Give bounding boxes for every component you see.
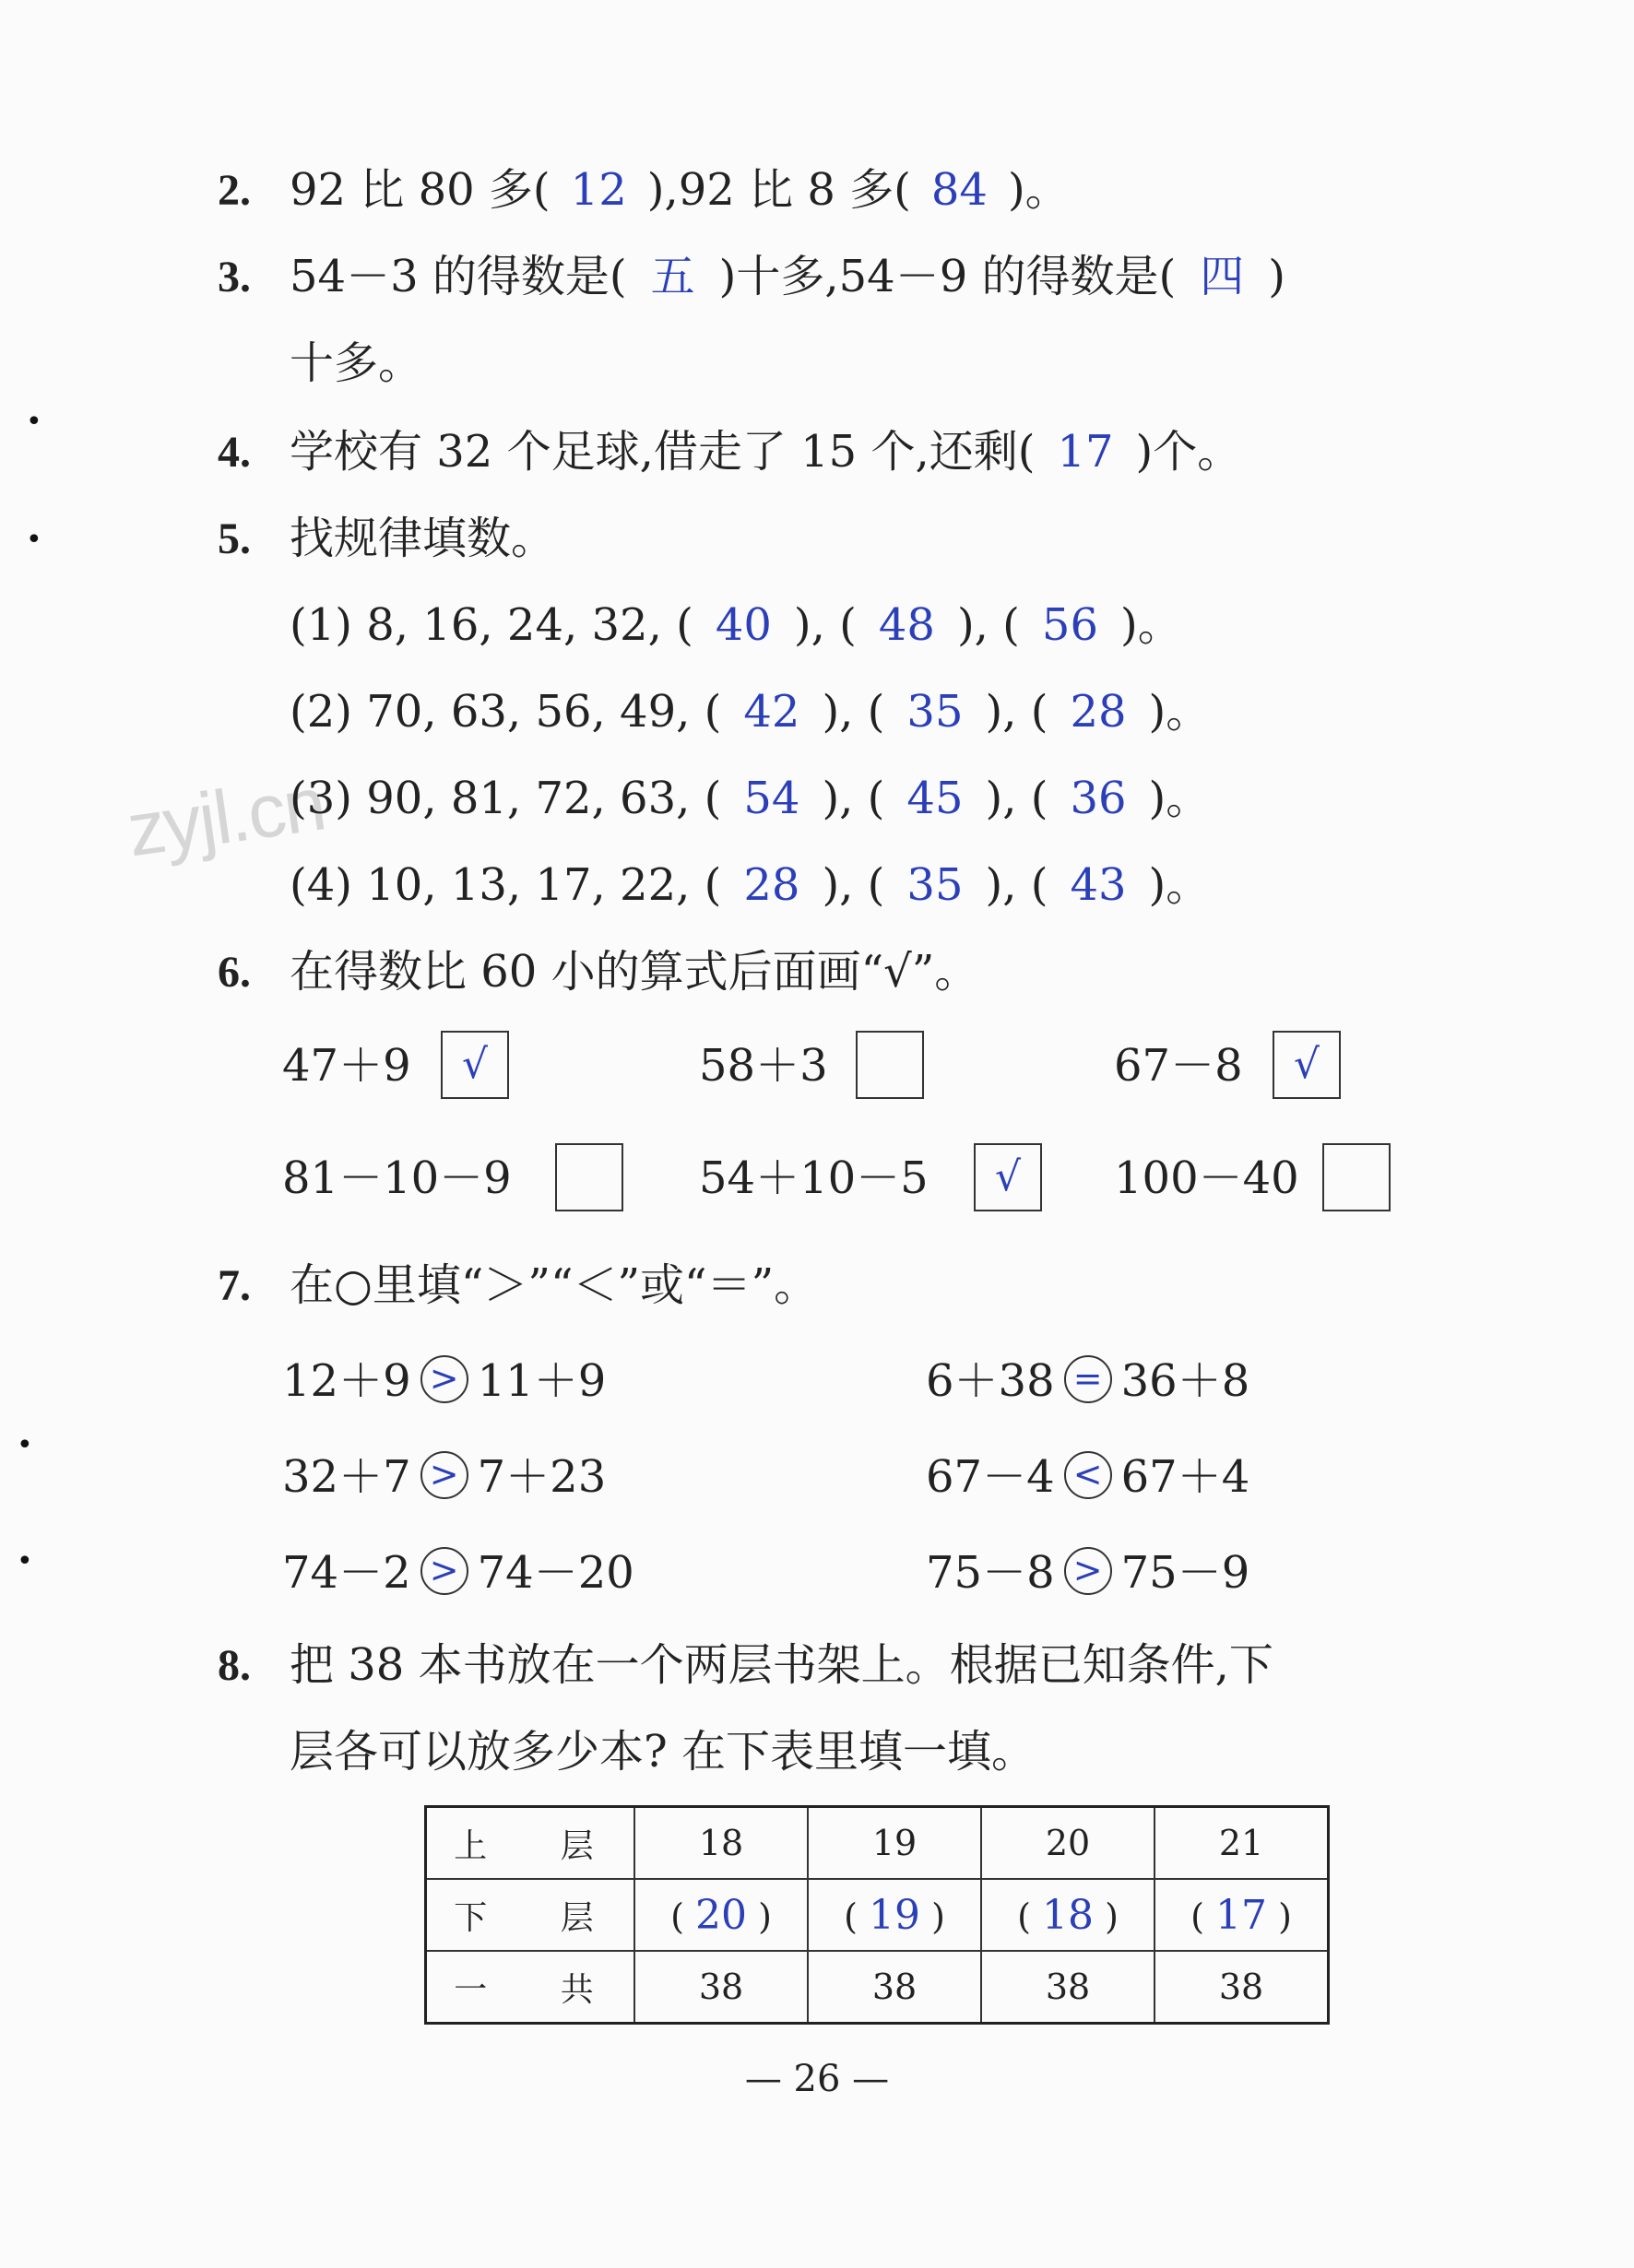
scan-dot: • [26, 406, 42, 438]
separator: ), ( [822, 773, 885, 824]
answer-box[interactable] [555, 1143, 623, 1211]
answer: 18 [1042, 1891, 1094, 1939]
question-7 [218, 1259, 819, 1311]
question-number: 4. [218, 428, 251, 477]
table-cell: ( 17 ) [1154, 1879, 1329, 1951]
answer: 四 [1200, 251, 1245, 302]
question-8 [218, 1639, 1273, 1691]
answer: 35 [906, 859, 964, 911]
question-title: 在○里填“＞”“＜”或“＝”。 [290, 1259, 819, 1311]
left-expression: 67－4 [926, 1451, 1055, 1503]
question-4 [218, 426, 1242, 478]
answer: 40 [715, 599, 772, 651]
answer: 20 [695, 1891, 747, 1939]
answer: 35 [906, 686, 964, 738]
shelf-table [424, 1805, 1330, 2025]
separator: ), ( [956, 599, 1020, 651]
separator: ), ( [793, 599, 857, 651]
comparison-circle[interactable]: > [1064, 1547, 1112, 1595]
question-text: )。 [1007, 164, 1070, 216]
question-text: ) [1268, 251, 1285, 302]
table-row-lower [426, 1879, 1329, 1951]
row-prefix: (4) 10, 13, 17, 22, ( [290, 859, 722, 911]
comparison [926, 1547, 1250, 1601]
question-number: 6. [218, 948, 251, 997]
row-prefix: (2) 70, 63, 56, 49, ( [290, 686, 722, 738]
question-5 [218, 513, 556, 564]
comparison [926, 1451, 1250, 1505]
answer: 17 [1215, 1891, 1267, 1939]
answer: 48 [878, 599, 935, 651]
question-3 [218, 251, 1285, 302]
answer: 19 [869, 1891, 920, 1939]
answer-box[interactable]: √ [441, 1031, 509, 1099]
table-cell: ( 20 ) [634, 1879, 808, 1951]
left-expression: 32＋7 [282, 1451, 411, 1503]
answer: 45 [906, 773, 964, 824]
answer: 56 [1041, 599, 1098, 651]
question-title: 在得数比 60 小的算式后面画“√”。 [290, 946, 979, 998]
separator: ), ( [822, 859, 885, 911]
separator: ), ( [985, 859, 1048, 911]
pattern-row [290, 686, 1211, 738]
answer: 28 [1070, 686, 1127, 738]
answer-box[interactable]: √ [974, 1143, 1042, 1211]
pattern-row [290, 599, 1182, 651]
answer: 54 [743, 773, 800, 824]
left-expression: 6＋38 [926, 1355, 1055, 1407]
question-2 [218, 164, 1070, 216]
row-end: )。 [1148, 686, 1211, 738]
question-text: )十多,54－9 的得数是( [718, 251, 1177, 302]
expression: 47＋9 [282, 1040, 411, 1092]
row-end: )。 [1148, 773, 1211, 824]
answer: 28 [743, 859, 800, 911]
comparison [282, 1451, 607, 1505]
answer: 43 [1070, 859, 1127, 911]
answer: 五 [650, 251, 695, 302]
answer-box[interactable] [856, 1031, 924, 1099]
question-number: 8. [218, 1641, 251, 1690]
question-text: )个。 [1135, 426, 1242, 478]
separator: ), ( [985, 686, 1048, 738]
table-cell: ( 19 ) [808, 1879, 981, 1951]
right-expression: 11＋9 [477, 1355, 607, 1407]
row-prefix: (1) 8, 16, 24, 32, ( [290, 599, 693, 651]
row-label: 上 层 [426, 1807, 635, 1880]
page-number: — 26 — [744, 2058, 890, 2100]
table-cell: 38 [981, 1951, 1154, 2024]
question-text: 把 38 本书放在一个两层书架上。根据已知条件,下 [290, 1639, 1273, 1691]
expression: 58＋3 [699, 1040, 828, 1092]
table-cell: 19 [808, 1807, 981, 1880]
answer: 42 [743, 686, 800, 738]
row-label: 下 层 [426, 1879, 635, 1951]
answer: 12 [570, 164, 627, 216]
left-expression: 74－2 [282, 1547, 411, 1599]
comparison [926, 1355, 1250, 1409]
scan-dot: • [17, 1429, 33, 1461]
table-cell: 18 [634, 1807, 808, 1880]
comparison-circle[interactable]: = [1064, 1355, 1112, 1403]
question-text: ),92 比 8 多( [646, 164, 911, 216]
table-cell: 21 [1154, 1807, 1329, 1880]
right-expression: 74－20 [477, 1547, 634, 1599]
pattern-row [290, 773, 1211, 824]
comparison-circle[interactable]: > [420, 1355, 468, 1403]
row-end: )。 [1148, 859, 1211, 911]
comparison [282, 1547, 634, 1601]
answer-box[interactable] [1322, 1143, 1391, 1211]
table-cell: 38 [634, 1951, 808, 2024]
answer: 84 [930, 164, 988, 216]
separator: ), ( [985, 773, 1048, 824]
answer: 17 [1057, 426, 1114, 478]
row-prefix: (3) 90, 81, 72, 63, ( [290, 773, 722, 824]
right-expression: 7＋23 [477, 1451, 607, 1503]
table-row-upper [426, 1807, 1329, 1880]
comparison [282, 1355, 607, 1409]
answer: 36 [1070, 773, 1127, 824]
row-label: 一 共 [426, 1951, 635, 2024]
left-expression: 12＋9 [282, 1355, 411, 1407]
row-end: )。 [1119, 599, 1182, 651]
question-number: 2. [218, 166, 251, 215]
separator: ), ( [822, 686, 885, 738]
scan-dot: • [26, 524, 42, 556]
question-number: 7. [218, 1261, 251, 1310]
question-title: 找规律填数。 [290, 513, 556, 564]
table-cell: ( 18 ) [981, 1879, 1154, 1951]
comparison-circle[interactable]: < [1064, 1451, 1112, 1499]
expression: 81－10－9 [282, 1152, 512, 1204]
watermark: zyjl.cn [122, 762, 330, 873]
question-text: 92 比 80 多( [290, 164, 551, 216]
question-3-continued: 十多。 [290, 337, 423, 389]
question-text: 54－3 的得数是( [290, 251, 627, 302]
comparison-circle[interactable]: > [420, 1451, 468, 1499]
right-expression: 36＋8 [1120, 1355, 1250, 1407]
question-text: 学校有 32 个足球,借走了 15 个,还剩( [290, 426, 1036, 478]
table-row-total [426, 1951, 1329, 2024]
question-8-continued: 层各可以放多少本? 在下表里填一填。 [290, 1726, 1036, 1778]
comparison-circle[interactable]: > [420, 1547, 468, 1595]
expression: 67－8 [1114, 1040, 1243, 1092]
expression: 100－40 [1114, 1152, 1299, 1204]
question-number: 5. [218, 514, 251, 563]
answer-box[interactable]: √ [1273, 1031, 1341, 1099]
question-number: 3. [218, 253, 251, 301]
question-6 [218, 946, 979, 998]
table-cell: 38 [1154, 1951, 1329, 2024]
table-cell: 38 [808, 1951, 981, 2024]
pattern-row [290, 859, 1211, 911]
scan-dot: • [17, 1545, 33, 1577]
table-cell: 20 [981, 1807, 1154, 1880]
expression: 54＋10－5 [699, 1152, 929, 1204]
right-expression: 67＋4 [1120, 1451, 1250, 1503]
left-expression: 75－8 [926, 1547, 1055, 1599]
right-expression: 75－9 [1120, 1547, 1250, 1599]
